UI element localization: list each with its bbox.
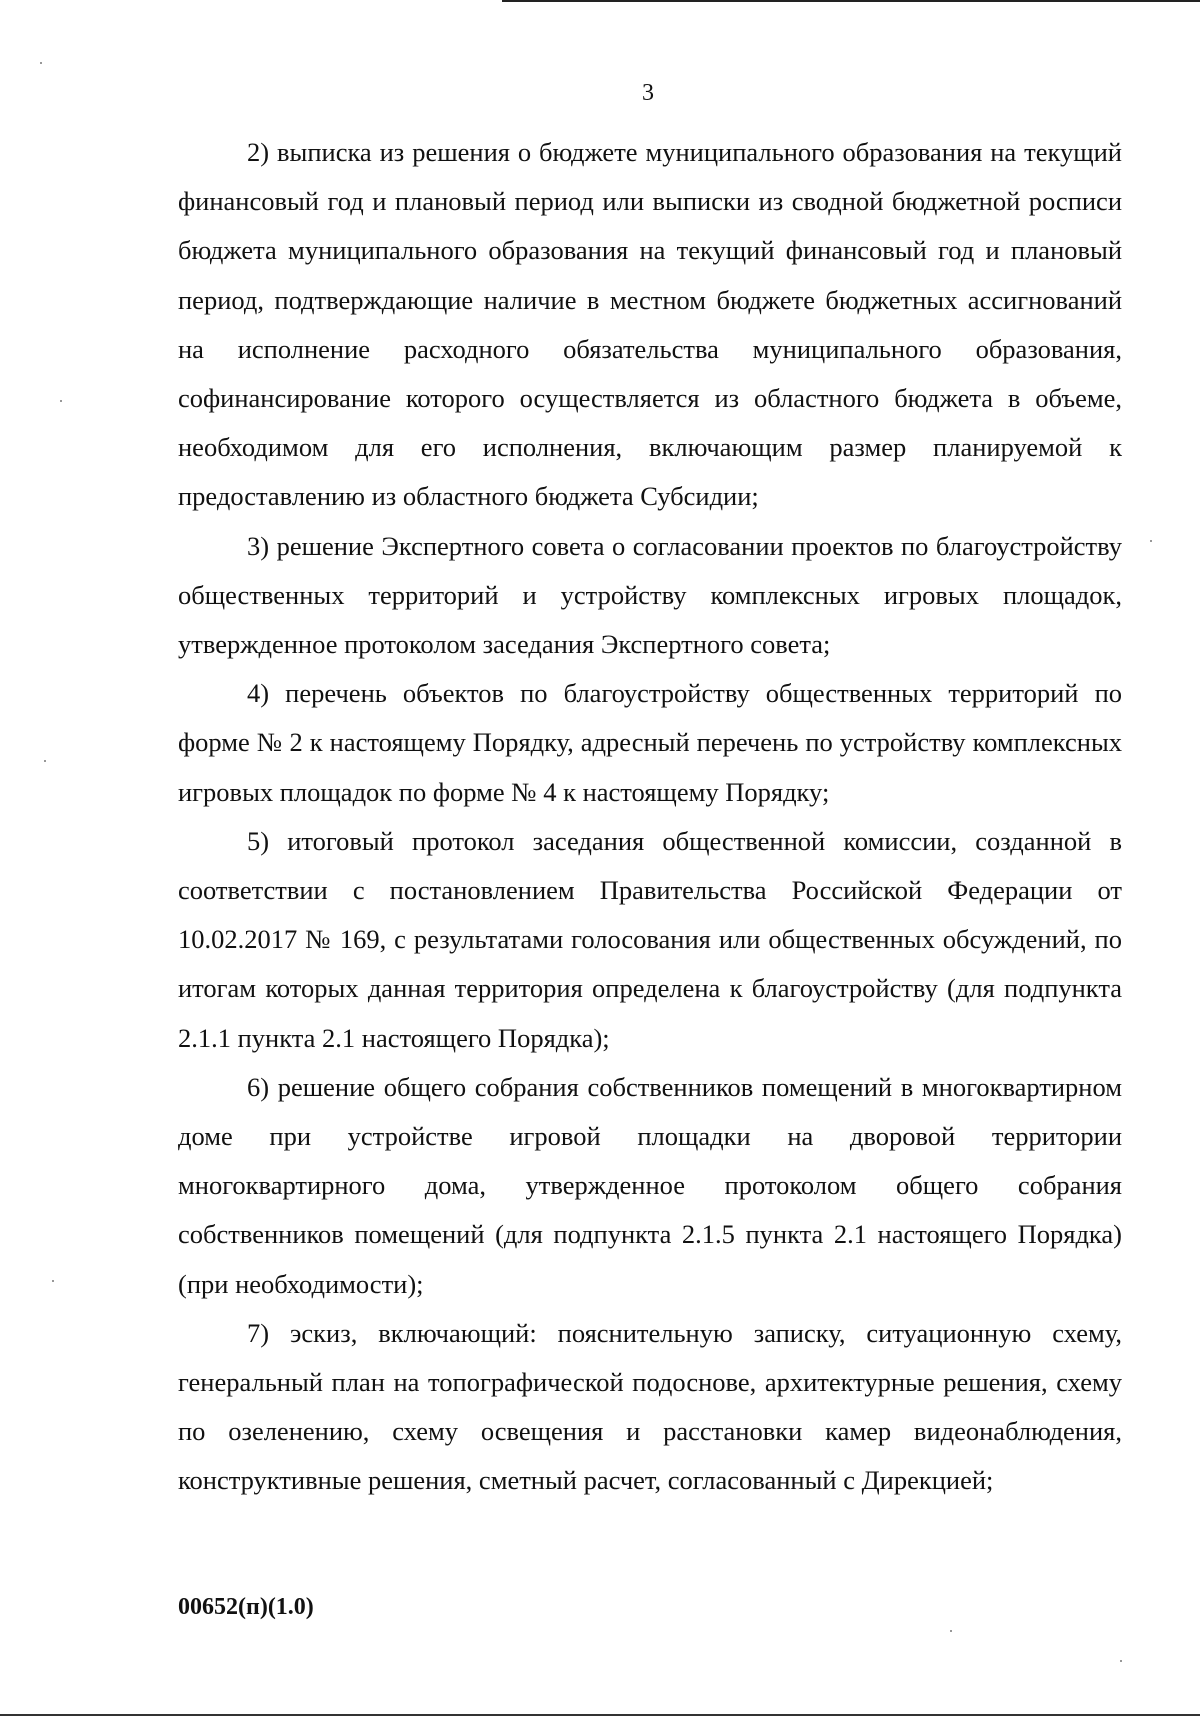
scan-speck [52,1280,54,1282]
list-item-7: 7) эскиз, включающий: пояснительную записку, ситуационную схему, генеральный план на топографической подоснове, архитектурные решения, схему по озеленению, схему освещения и расстановки камер видеонаблюдения, конструктивные решения, сметный расчет, согласованный с Дирекцией; [178,1317,1122,1496]
scan-speck [40,62,42,64]
list-item-6: 6) решение общего собрания собственников помещений в многоквартирном доме при устройстве игровой площадки на дворовой территории многоквартирного дома, утвержденное протоколом общего собрания собственников помещений (для подпункта 2.1.5 пункта 2.1 настоящего Порядка) (при необходимости); [178,1071,1122,1299]
top-scan-rule [502,0,1200,2]
bottom-scan-rule [0,1714,1200,1716]
document-code: 00652(п)(1.0) [178,1594,314,1620]
document-body [178,128,1122,1506]
scan-speck [44,760,46,762]
list-item-3: 3) решение Экспертного совета о согласовании проектов по благоустройству общественных территорий и устройству комплексных игровых площадок, утвержденное протоколом заседания Экспертного совета; [178,530,1122,660]
list-item-2: 2) выписка из решения о бюджете муниципального образования на текущий финансовый год и плановый период или выписки из сводной бюджетной росписи бюджета муниципального образования на текущий финансовый год и плановый период, подтверждающие наличие в местном бюджете бюджетных ассигнований на исполнение расходного обязательства муниципального образования, софинансирование которого осуществляется из областного бюджета в объеме, необходимом для его исполнения, включающим размер планируемой к предоставлению из областного бюджета Субсидии; [178,137,1122,512]
scan-speck [1120,1660,1122,1662]
page-number: 3 [642,80,654,106]
scan-speck [1150,540,1152,542]
scan-speck [60,400,62,402]
scan-speck [950,1630,952,1632]
list-item-4: 4) перечень объектов по благоустройству общественных территорий по форме № 2 к настоящему Порядку, адресный перечень по устройству комплексных игровых площадок по форме № 4 к настоящему Порядку; [178,678,1122,807]
list-item-5: 5) итоговый протокол заседания общественной комиссии, созданной в соответствии с постановлением Правительства Российской Федерации от 10.02.2017 № 169, с результатами голосования или общественных обсуждений, по итогам которых данная территория определена к благоустройству (для подпункта 2.1.1 пункта 2.1 настоящего Порядка); [178,825,1122,1053]
